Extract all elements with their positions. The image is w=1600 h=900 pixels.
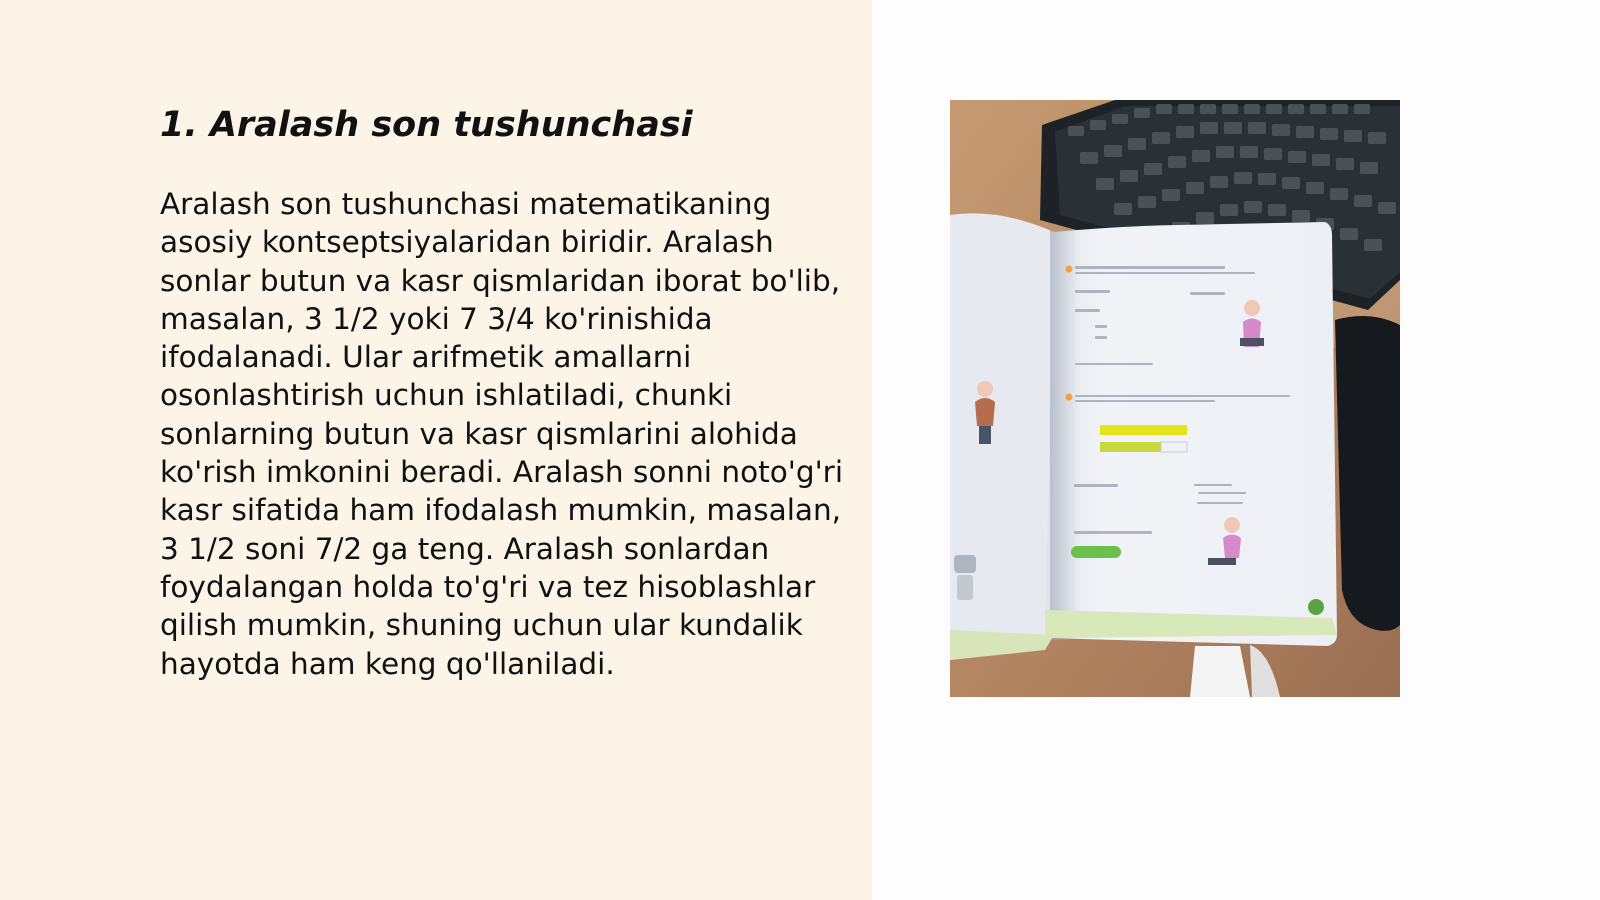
slide-body-text: Aralash son tushunchasi matematikaning asosiy kontseptsiyalaridan biridir. Aralash sonlar butun va kasr qismlaridan iborat bo'lib, masalan, 3 1/2 yoki 7 3/4 ko'rinishida ifodalanadi. Ular arifmetik amallarni osonlashtirish uchun ishlatiladi, chunki sonlarning butun va kasr qismlarini alohida ko'rish imkonini beradi. Aralash sonni noto'g'ri kasr sifatida ham ifodalash mumkin, masalan, 3 1/2 soni 7/2 ga teng. Aralash sonlardan foydalangan holda to'g'ri va tez hisoblashlar qilish mumkin, shuning uchun ular kundalik hayotda ham keng qo'llaniladi. bbox=[160, 187, 844, 681]
open-textbook bbox=[950, 213, 1337, 660]
page-number-badge bbox=[1308, 599, 1324, 615]
textbook-photo-illustration bbox=[950, 100, 1400, 697]
textbook-photo bbox=[950, 100, 1400, 697]
slide-heading: 1. Aralash son tushunchasi bbox=[160, 105, 693, 145]
green-tag bbox=[1071, 546, 1121, 558]
mouse-pad bbox=[1335, 316, 1400, 631]
robot-figure bbox=[954, 555, 976, 600]
